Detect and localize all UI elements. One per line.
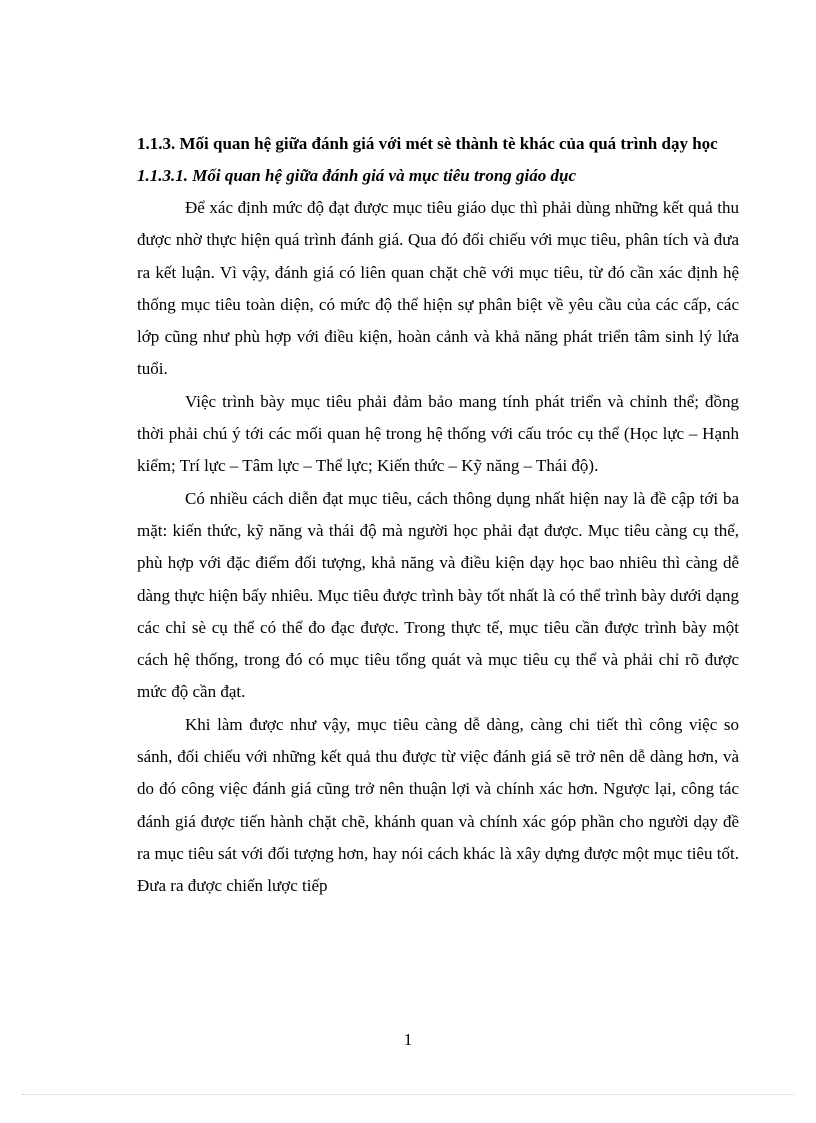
footer-divider <box>22 1094 794 1095</box>
paragraph-3: Có nhiều cách diễn đạt mục tiêu, cách thông dụng nhất hiện nay là đề cập tới ba mặt: kiến thức, kỹ năng và thái độ mà người học phải đạt được. Mục tiêu càng cụ thể, phù hợp với đặc điểm đối tượng, khả năng và điều kiện dạy học bao nhiêu thì càng dễ dàng thực hiện bấy nhiêu. Mục tiêu được trình bày tốt nhất là có thể trình bày dưới dạng các chỉ sè cụ thể có thể đo đạc được. Trong thực tế, mục tiêu cần được trình bày một cách hệ thống, trong đó có mục tiêu tổng quát và mục tiêu cụ thể và phải chỉ rõ được mức độ cần đạt. <box>137 488 739 702</box>
section-heading: 1.1.3. Mối quan hệ giữa đánh giá với mét sè thành tè khác của quá trình dạy học <box>137 134 718 153</box>
page-body <box>137 128 739 903</box>
paragraph-1: Để xác định mức độ đạt được mục tiêu giáo dục thì phải dùng những kết quả thu được nhờ thực hiện quá trình đánh giá. Qua đó đối chiếu với mục tiêu, phân tích và đưa ra kết luận. Vì vậy, đánh giá có liên quan chặt chẽ với mục tiêu, từ đó cần xác định hệ thống mục tiêu toàn diện, có mức độ thể hiện sự phân biệt về yêu cầu của các cấp, các lớp cũng như phù hợp với điều kiện, hoàn cảnh và khả năng phát triển tâm sinh lý lứa tuổi. <box>137 198 739 379</box>
paragraph-2: Việc trình bày mục tiêu phải đảm bảo mang tính phát triển và chỉnh thể; đồng thời phải chú ý tới các mối quan hệ trong hệ thống với cấu tróc cụ thể (Học lực – Hạnh kiểm; Trí lực – Tâm lực – Thể lực; Kiến thức – Kỹ năng – Thái độ). <box>137 391 739 476</box>
subsection-heading: 1.1.3.1. Mối quan hệ giữa đánh giá và mục tiêu trong giáo dục <box>137 166 577 185</box>
page-number: 1 <box>403 1030 413 1049</box>
paragraph-4: Khi làm được như vậy, mục tiêu càng dễ dàng, càng chi tiết thì công việc so sánh, đối chiếu với những kết quả thu được từ việc đánh giá sẽ trở nên dễ dàng hơn, và do đó công việc đánh giá cũng trở nên thuận lợi và chính xác hơn. Ngược lại, công tác đánh giá được tiến hành chặt chẽ, khánh quan và chính xác góp phần cho người dạy đề ra mục tiêu sát với đối tượng hơn, hay nói cách khác là xây dựng được một mục tiêu tốt. Đưa ra được chiến lược tiếp <box>137 714 739 896</box>
